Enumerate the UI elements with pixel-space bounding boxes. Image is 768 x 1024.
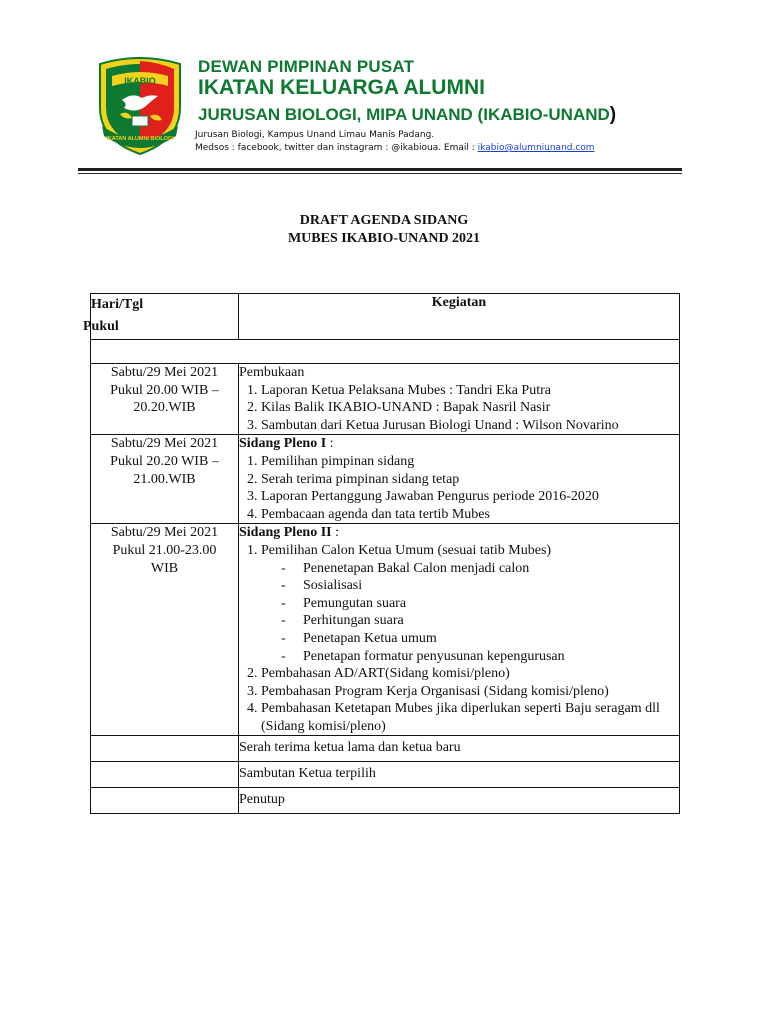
row-time-start: Pukul 20.20 WIB –: [110, 453, 219, 469]
table-row: [91, 524, 680, 736]
row-activity: [239, 364, 680, 435]
row-time-empty: [91, 762, 239, 788]
header-kegiatan: Kegiatan: [239, 294, 680, 340]
table-row: [91, 364, 680, 435]
letterhead-rule-thin: [78, 173, 682, 174]
table-row: [91, 762, 680, 788]
row-activity: Penutup: [239, 788, 680, 814]
org-line-1: DEWAN PIMPINAN PUSAT: [198, 57, 415, 76]
table-row-blank: [91, 340, 680, 364]
list-item: 2. Pembahasan AD/ART(Sidang komisi/pleno): [261, 665, 679, 683]
sub-list: [261, 560, 679, 666]
header-hari-tgl-line1: Hari/Tgl: [91, 297, 144, 312]
email-link[interactable]: ikabio@alumniunand.com: [477, 143, 595, 153]
address: Jurusan Biologi, Kampus Unand Limau Manis Padang.: [195, 130, 435, 140]
org-line-3-text: JURUSAN BIOLOGI, MIPA UNAND (IKABIO-UNAND: [198, 105, 610, 124]
ikabio-logo: [92, 56, 188, 156]
table-header-row: [91, 294, 680, 340]
row-date: Sabtu/29 Mei 2021: [110, 365, 219, 380]
list-item: 3. Laporan Pertanggung Jawaban Pengurus periode 2016-2020: [261, 488, 679, 506]
org-line-2: IKATAN KELUARGA ALUMNI: [198, 76, 485, 99]
row-time-start: Pukul 21.00-23.00: [112, 542, 217, 558]
social-media-line: [195, 143, 595, 153]
row-activity: [239, 524, 680, 736]
row-time-empty: [91, 788, 239, 814]
list-item: 1. Pemilihan pimpinan sidang: [261, 453, 679, 471]
agenda-table: [83, 293, 680, 814]
table-row: [91, 736, 680, 762]
activity-heading-colon: :: [331, 525, 339, 541]
row-date: Sabtu/29 Mei 2021: [110, 436, 219, 452]
org-line-3-close: ): [609, 104, 617, 125]
activity-list: [239, 453, 679, 523]
sub-list-item: - Pemungutan suara: [281, 595, 679, 613]
sub-list-item: - Penetapan Ketua umum: [281, 630, 679, 648]
activity-heading-colon: :: [326, 436, 334, 452]
letterhead: [0, 0, 768, 180]
logo-text-top: IKABIO: [124, 76, 156, 86]
activity-list: [239, 542, 679, 736]
doc-title-line-2: MUBES IKABIO-UNAND 2021: [287, 231, 481, 246]
org-line-3: [198, 104, 616, 126]
doc-title-line-1: DRAFT AGENDA SIDANG: [299, 213, 469, 228]
sub-list-item: - Perhitungan suara: [281, 612, 679, 630]
list-item: 2. Serah terima pimpinan sidang tetap: [261, 471, 679, 489]
logo-text-bottom: IKATAN ALUMNI BIOLOGI: [106, 136, 174, 142]
table-row: [91, 788, 680, 814]
activity-heading: [239, 435, 679, 453]
row-date: Sabtu/29 Mei 2021: [110, 525, 219, 541]
row-activity: Serah terima ketua lama dan ketua baru: [239, 736, 680, 762]
activity-heading-text: Sidang Pleno II: [239, 525, 332, 541]
list-item: 2. Kilas Balik IKABIO-UNAND : Bapak Nasril Nasir: [261, 399, 679, 417]
activity-heading-text: Sidang Pleno I: [239, 436, 327, 452]
row-time-end: 21.00.WIB: [133, 471, 196, 487]
row-activity: Sambutan Ketua terpilih: [239, 762, 680, 788]
header-hari-tgl: [83, 294, 239, 340]
medsos-text: Medsos : facebook, twitter dan instagram : @ikabioua. Email :: [195, 143, 478, 153]
activity-heading: [239, 524, 679, 542]
row-time-end: WIB: [150, 560, 179, 576]
list-item: 3. Sambutan dari Ketua Jurusan Biologi Unand : Wilson Novarino: [261, 417, 679, 435]
letterhead-rule-thick: [78, 168, 682, 171]
list-item: 1. Laporan Ketua Pelaksana Mubes : Tandri Eka Putra: [261, 382, 679, 400]
row-time: [91, 524, 239, 736]
activity-list: [239, 382, 679, 435]
activity-heading: Pembukaan: [239, 365, 305, 380]
row-time-end: 20.20.WIB: [133, 400, 196, 416]
sub-list-item: - Penetapan formatur penyusunan kepengurusan: [281, 648, 679, 666]
header-pukul: Pukul: [83, 319, 119, 334]
row-time-start: Pukul 20.00 WIB –: [110, 382, 219, 398]
list-item: [261, 542, 679, 665]
sub-list-item: - Sosialisasi: [281, 577, 679, 595]
row-activity: [239, 435, 680, 524]
row-time-empty: [91, 736, 239, 762]
list-item: 3. Pembahasan Program Kerja Organisasi (Sidang komisi/pleno): [261, 683, 679, 701]
list-item-text: Pemilihan Calon Ketua Umum (sesuai tatib Mubes): [261, 542, 552, 558]
row-time: [91, 364, 239, 435]
list-item: 4. Pembahasan Ketetapan Mubes jika diperlukan seperti Baju seragam dll (Sidang komisi/pleno): [261, 700, 679, 735]
table-row: [91, 435, 680, 524]
list-item: 4. Pembacaan agenda dan tata tertib Mubes: [261, 506, 679, 524]
sub-list-item: - Penenetapan Bakal Calon menjadi calon: [281, 560, 679, 578]
row-time: [91, 435, 239, 524]
